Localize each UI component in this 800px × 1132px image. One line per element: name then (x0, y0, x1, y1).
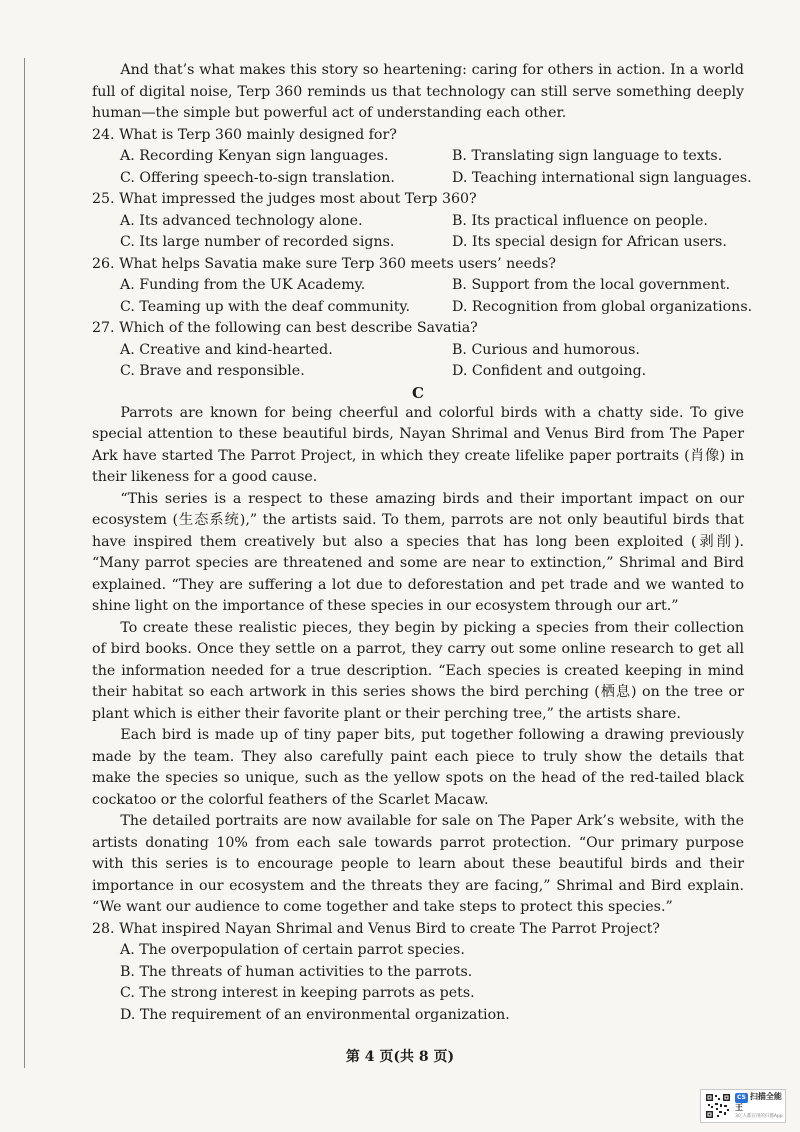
question-stem: 25. What impressed the judges most about Terp 360? (92, 191, 477, 207)
exam-page (92, 60, 753, 1026)
option-b: B. Its practical influence on people. (452, 212, 708, 229)
passage-c-paragraph-5: The detailed portraits are now available for sale on The Paper Ark’s website, with the artists donating 10% from each sale towards parrot protection. “Our primary purpose with this series is to encourage people to learn about these beautiful birds and their importance in our ecosystem and the threats they are facing,” Shrimal and Bird explain. “We want our audience to come together and take steps to protect this species.” (92, 813, 744, 915)
scanner-tagline: 3亿人都在用的扫描App (735, 1114, 783, 1119)
option-c: C. The strong interest in keeping parrots as pets. (120, 985, 475, 1001)
question-stem: 24. What is Terp 360 mainly designed for? (92, 126, 397, 143)
question-24 (92, 125, 752, 190)
question-stem: 26. What helps Savatia make sure Terp 360 meets users’ needs? (92, 255, 557, 272)
option-b: B. The threats of human activities to the parrots. (120, 963, 473, 980)
qr-code-icon (705, 1093, 731, 1119)
option-b: B. Support from the local government. (452, 277, 730, 293)
camscanner-logo-icon: CS (737, 1094, 746, 1101)
option-b: B. Curious and humorous. (452, 341, 640, 358)
question-25 (92, 189, 744, 254)
option-d: D. Its special design for African users. (452, 234, 727, 250)
option-c: C. Teaming up with the deaf community. (120, 298, 411, 315)
passage-c-paragraph-2: “This series is a respect to these amazing birds and their important impact on our ecosystem (生态系统),” the artists said. To them, parrots are not only beautiful birds that have inspired them creatively but also a species that has long been exploited (剥削). “Many parrot species are threatened and some are near to extinction,” Shrimal and Bird explained. “They are suffering a lot due to deforestation and pet trade and we wanted to shine light on the importance of these species in our ecosystem through our art.” (92, 490, 744, 614)
option-b: B. Translating sign language to texts. (452, 148, 723, 164)
option-a: A. Its advanced technology alone. (120, 212, 363, 229)
passage-c-paragraph-4: Each bird is made up of tiny paper bits, put together following a drawing previously made by the team. They also carefully paint each piece to truly show the details that make the species so unique, such as the yellow spots on the head of the red-tailed black cockatoo or the colorful feathers of the Scarlet Macaw. (92, 727, 744, 808)
question-stem: 27. Which of the following can best describe Savatia? (92, 320, 478, 336)
binding-margin-line (24, 58, 25, 1068)
option-c: C. Its large number of recorded signs. (120, 234, 395, 250)
section-c-heading: C (412, 383, 424, 402)
option-d: D. The requirement of an environmental organization. (120, 1006, 510, 1023)
question-27 (92, 318, 744, 383)
option-c: C. Offering speech-to-sign translation. (120, 169, 395, 186)
scanner-app-name: 扫描全能王 (735, 1092, 782, 1112)
option-a: A. Creative and kind-hearted. (120, 341, 333, 358)
question-28 (92, 919, 744, 1027)
question-26 (92, 254, 753, 319)
option-d: D. Teaching international sign languages. (452, 169, 752, 186)
option-d: D. Recognition from global organizations. (452, 298, 753, 315)
option-a: A. Funding from the UK Academy. (120, 277, 366, 293)
option-d: D. Confident and outgoing. (452, 363, 647, 379)
option-a: A. The overpopulation of certain parrot species. (120, 942, 465, 958)
passage-c-paragraph-3: To create these realistic pieces, they begin by picking a species from their collection of bird books. Once they settle on a parrot, they carry out some online research to get all the information needed for a true description. “Each species is created keeping in mind their habitat so each artwork in this series shows the bird perching (栖息) on the tree or plant which is either their favorite plant or their perching tree,” the artists share. (92, 619, 744, 722)
passage-b-closing-paragraph: And that’s what makes this story so heartening: caring for others in action. In a world full of digital noise, Terp 360 reminds us that technology can still serve something deeply human—the simple but powerful act of understanding each other. (92, 62, 744, 121)
page-number-footer: 第 4 页(共 8 页) (345, 1049, 455, 1065)
question-stem: 28. What inspired Nayan Shrimal and Venus Bird to create The Parrot Project? (92, 920, 660, 937)
option-a: A. Recording Kenyan sign languages. (120, 148, 389, 164)
passage-c-paragraph-1: Parrots are known for being cheerful and colorful birds with a chatty side. To give special attention to these beautiful birds, Nayan Shrimal and Venus Bird from The Paper Ark have started The Parrot Project, in which they create lifelike paper portraits (肖像) in their likeness for a good cause. (92, 404, 744, 485)
scanner-watermark-badge (700, 1089, 786, 1123)
option-c: C. Brave and responsible. (120, 363, 305, 379)
